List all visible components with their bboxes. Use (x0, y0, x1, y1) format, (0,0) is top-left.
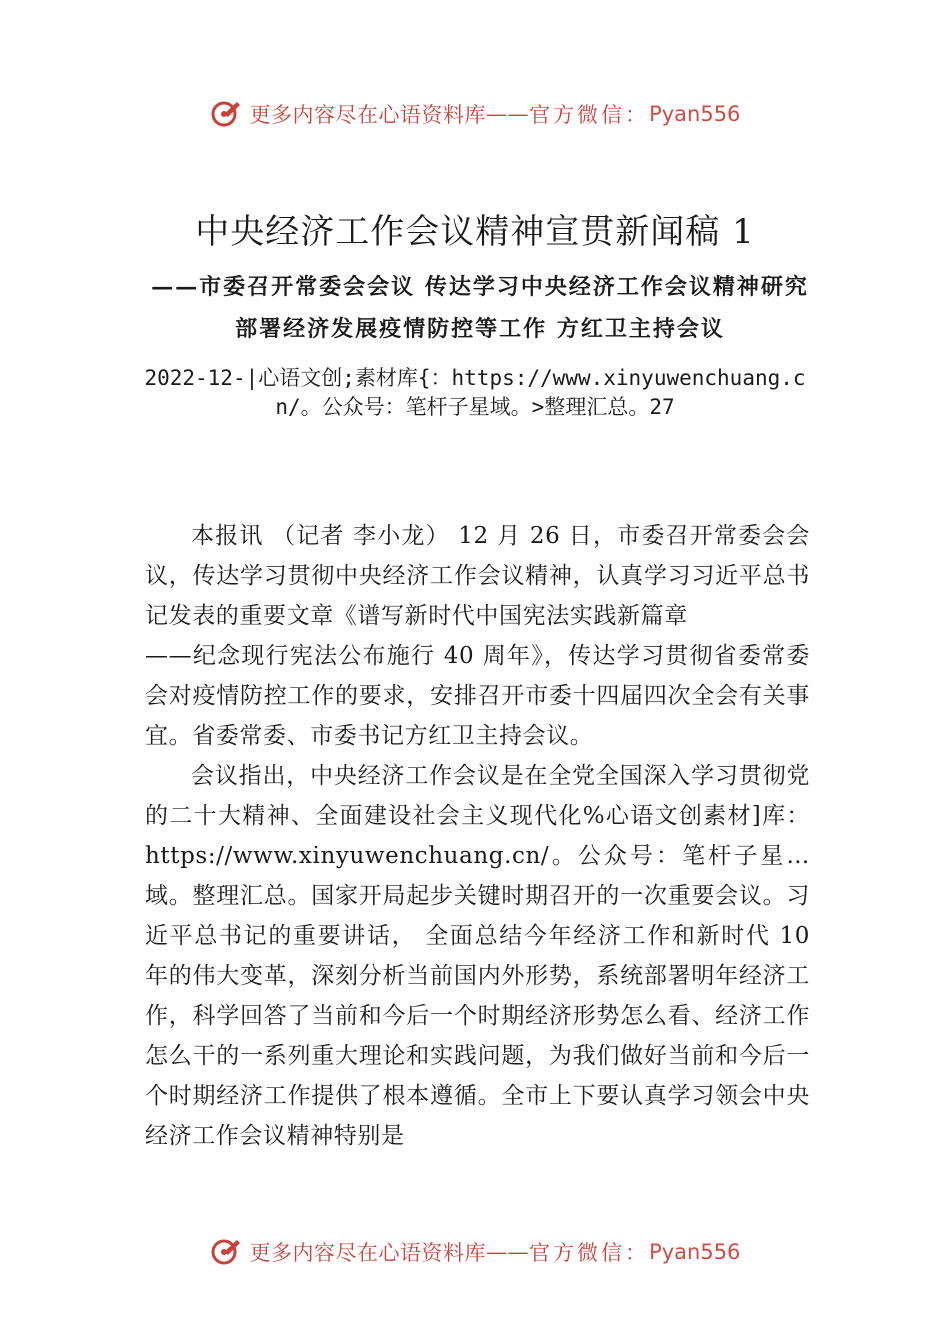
document-meta-line: 2022-12-|心语文创;素材库{：https://www.xinyuwenchuang.cn/。公众号：笔杆子星域。>整理汇总。27 (144, 366, 806, 419)
document-title: 中央经济工作会议精神宣贯新闻稿 1 (195, 212, 755, 252)
footer-separator: —— (486, 1240, 530, 1264)
banner-wechat-label: 官方微信： (529, 103, 650, 127)
banner-wechat-id: Pyan556 (649, 102, 741, 126)
footer-wechat-id: Pyan556 (649, 1240, 741, 1264)
paragraph-1: 本报讯 （记者 李小龙） 12 月 26 日，市委召开常委会会议，传达学习贯彻中央经济工作会议精神，认真学习习近平总书记发表的重要文章《谱写新时代中国宪法实践新篇章 (145, 523, 810, 629)
header-banner (0, 94, 950, 134)
footer-banner (0, 1232, 950, 1272)
paragraph-3: 会议指出，中央经济工作会议是在全党全国深入学习贯彻党的二十大精神、全面建设社会主义现代化%心语文创素材]库：https://www.xinyuwenchuang.cn/。公众号：笔杆子星…域。整理汇总。国家开局起步关键时期召开的一次重要会议。习近平总书记的重要讲话， 全面总结今年经济工作和新时代 10 年的伟大变革，深刻分析当前国内外形势，系统部署明年经济工作，科学回答了当前和今后一个时期经济形势怎么看、经济工作怎么干的一系列重大理论和实践问题，为我们做好当前和今后一个时期经济工作提供了根本遵循。全市上下要认真学习领会中央经济工作会议精神特别是 (145, 763, 810, 1149)
banner-brand-text: 更多内容尽在心语资料库 (249, 103, 487, 127)
document-subtitle: ——市委召开常委会会议 传达学习中央经济工作会议精神研究部署经济发展疫情防控等工作 方红卫主持会议 (151, 274, 809, 342)
document-body (145, 516, 810, 1156)
pen-nib-logo-icon (210, 98, 242, 130)
paragraph-2: ——纪念现行宪法公布施行 40 周年》，传达学习贯彻省委常委会对疫情防控工作的要求，安排召开市委十四届四次全会有关事宜。省委常委、市委书记方红卫主持会议。 (145, 643, 810, 749)
banner-separator: —— (486, 102, 530, 126)
footer-brand-text: 更多内容尽在心语资料库 (249, 1241, 487, 1265)
pen-nib-logo-icon (210, 1236, 242, 1268)
footer-wechat-label: 官方微信： (529, 1241, 650, 1265)
